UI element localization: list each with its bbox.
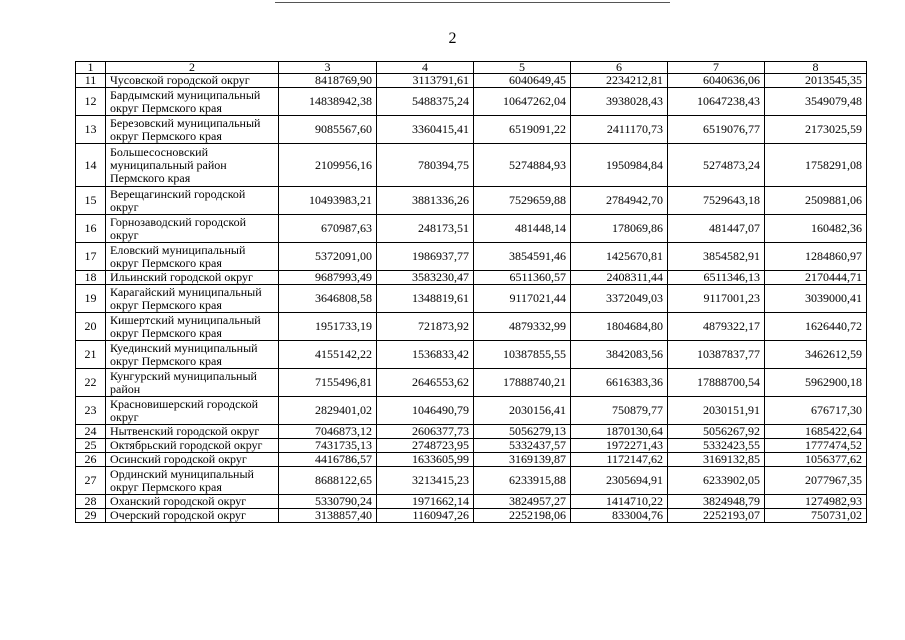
value-cell: 7529659,88 [474,187,571,215]
value-cell: 6233915,88 [474,467,571,495]
value-cell: 2252193,07 [668,509,765,523]
municipality-name-line: Кишертский муниципальный [110,312,261,327]
value-cell: 4416786,57 [279,453,377,467]
table-row [76,397,867,425]
municipality-name [106,215,279,243]
value-cell: 5056267,92 [668,425,765,439]
value-cell: 1536833,42 [377,341,474,369]
value-cell: 3881336,26 [377,187,474,215]
municipality-name-line: Еловский муниципальный [110,242,246,257]
row-number: 17 [76,243,106,271]
municipality-name [106,271,279,285]
value-cell: 1685422,64 [765,425,867,439]
data-table [75,61,867,523]
value-cell: 2606377,73 [377,425,474,439]
municipality-name [106,187,279,215]
municipality-name [106,439,279,453]
table-row [76,116,867,144]
municipality-name [106,495,279,509]
row-number: 20 [76,313,106,341]
municipality-name [106,509,279,523]
table-row [76,439,867,453]
municipality-name-line: округ Пермского края [110,100,222,115]
value-cell: 6511346,13 [668,271,765,285]
municipality-name-line: муниципальный район [110,157,227,172]
value-cell: 3138857,40 [279,509,377,523]
municipality-name-line: Верещагинский городской [110,186,246,201]
value-cell: 5488375,24 [377,88,474,116]
value-cell: 7155496,81 [279,369,377,397]
value-cell: 4155142,22 [279,341,377,369]
municipality-name-line: округ Пермского края [110,297,222,312]
value-cell: 1056377,62 [765,453,867,467]
column-header: 1 [76,62,106,74]
municipality-name-line: Ильинский городской округ [110,270,253,284]
municipality-name-line: Оханский городской округ [110,494,247,508]
value-cell: 160482,36 [765,215,867,243]
value-cell: 5330790,24 [279,495,377,509]
table-row [76,341,867,369]
municipality-name-line: Осинский городской округ [110,452,247,466]
value-cell: 3462612,59 [765,341,867,369]
municipality-name-line: Чусовской городской округ [110,73,250,87]
table-row [76,425,867,439]
municipality-name [106,341,279,369]
value-cell: 3938028,43 [571,88,668,116]
value-cell: 1804684,80 [571,313,668,341]
value-cell: 1986937,77 [377,243,474,271]
value-cell: 750879,77 [571,397,668,425]
municipality-name [106,285,279,313]
table-row [76,243,867,271]
top-rule [275,2,670,3]
value-cell: 248173,51 [377,215,474,243]
table-body [76,74,867,523]
value-cell: 17888700,54 [668,369,765,397]
column-header: 4 [377,62,474,74]
value-cell: 10387837,77 [668,341,765,369]
table-row [76,74,867,88]
value-cell: 9085567,60 [279,116,377,144]
column-header: 8 [765,62,867,74]
value-cell: 1758291,08 [765,144,867,187]
value-cell: 7529643,18 [668,187,765,215]
value-cell: 5274884,93 [474,144,571,187]
value-cell: 2170444,71 [765,271,867,285]
municipality-name-line: Карагайский муниципальный [110,284,262,299]
page-number: 2 [448,30,457,47]
value-cell: 3824948,79 [668,495,765,509]
value-cell: 3854591,46 [474,243,571,271]
value-cell: 178069,86 [571,215,668,243]
value-cell: 8688122,65 [279,467,377,495]
value-cell: 481447,07 [668,215,765,243]
municipality-name-line: округ Пермского края [110,255,222,270]
value-cell: 2646553,62 [377,369,474,397]
value-cell: 2030151,91 [668,397,765,425]
value-cell: 6040636,06 [668,74,765,88]
value-cell: 7046873,12 [279,425,377,439]
row-number: 13 [76,116,106,144]
value-cell: 1274982,93 [765,495,867,509]
column-header: 6 [571,62,668,74]
table-row [76,495,867,509]
value-cell: 2509881,06 [765,187,867,215]
municipality-name [106,425,279,439]
value-cell: 1160947,26 [377,509,474,523]
row-number: 14 [76,144,106,187]
municipality-name [106,88,279,116]
municipality-name-line: Ординский муниципальный [110,466,254,481]
value-cell: 481448,14 [474,215,571,243]
municipality-name-line: округ Пермского края [110,325,222,340]
municipality-name [106,116,279,144]
value-cell: 2252198,06 [474,509,571,523]
value-cell: 2408311,44 [571,271,668,285]
column-header: 7 [668,62,765,74]
municipality-name [106,243,279,271]
value-cell: 1951733,19 [279,313,377,341]
municipality-name-line: Куединский муниципальный [110,340,258,355]
value-cell: 1972271,43 [571,439,668,453]
value-cell: 1626440,72 [765,313,867,341]
municipality-name-line: округ Пермского края [110,479,222,494]
municipality-name [106,74,279,88]
value-cell: 4879332,99 [474,313,571,341]
municipality-name [106,467,279,495]
value-cell: 6040649,45 [474,74,571,88]
column-header: 3 [279,62,377,74]
municipality-name-line: округ Пермского края [110,128,222,143]
table-row [76,285,867,313]
row-number: 26 [76,453,106,467]
value-cell: 1777474,52 [765,439,867,453]
row-number: 19 [76,285,106,313]
value-cell: 3039000,41 [765,285,867,313]
column-header: 5 [474,62,571,74]
municipality-name-line: округ [110,409,139,424]
municipality-name-line: Очерский городской округ [110,508,246,522]
value-cell: 833004,76 [571,509,668,523]
value-cell: 7431735,13 [279,439,377,453]
value-cell: 2013545,35 [765,74,867,88]
value-cell: 6511360,57 [474,271,571,285]
value-cell: 3583230,47 [377,271,474,285]
value-cell: 1348819,61 [377,285,474,313]
value-cell: 750731,02 [765,509,867,523]
table-row [76,88,867,116]
value-cell: 5274873,24 [668,144,765,187]
value-cell: 670987,63 [279,215,377,243]
value-cell: 10647238,43 [668,88,765,116]
value-cell: 3842083,56 [571,341,668,369]
value-cell: 1950984,84 [571,144,668,187]
municipality-name-line: Кунгурский муниципальный [110,368,257,383]
value-cell: 2748723,95 [377,439,474,453]
table-row [76,271,867,285]
value-cell: 2411170,73 [571,116,668,144]
value-cell: 1046490,79 [377,397,474,425]
row-number: 21 [76,341,106,369]
row-number: 28 [76,495,106,509]
value-cell: 6519076,77 [668,116,765,144]
municipality-name-line: Горнозаводский городской [110,214,247,229]
table-row [76,467,867,495]
table-row [76,187,867,215]
value-cell: 3549079,48 [765,88,867,116]
municipality-name-line: Нытвенский городской округ [110,424,260,438]
value-cell: 9117001,23 [668,285,765,313]
value-cell: 10647262,04 [474,88,571,116]
value-cell: 5056279,13 [474,425,571,439]
municipality-name-line: Большесосновский [110,144,209,159]
row-number: 12 [76,88,106,116]
municipality-name-line: округ Пермского края [110,353,222,368]
value-cell: 2077967,35 [765,467,867,495]
value-cell: 17888740,21 [474,369,571,397]
row-number: 15 [76,187,106,215]
value-cell: 3824957,27 [474,495,571,509]
row-number: 25 [76,439,106,453]
value-cell: 10387855,55 [474,341,571,369]
municipality-name [106,369,279,397]
municipality-name [106,313,279,341]
municipality-name [106,397,279,425]
value-cell: 6233902,05 [668,467,765,495]
municipality-name-line: Бардымский муниципальный [110,87,261,102]
value-cell: 3372049,03 [571,285,668,313]
value-cell: 6616383,36 [571,369,668,397]
header-row [76,62,867,74]
row-number: 24 [76,425,106,439]
value-cell: 2234212,81 [571,74,668,88]
value-cell: 3646808,58 [279,285,377,313]
value-cell: 1284860,97 [765,243,867,271]
row-number: 23 [76,397,106,425]
row-number: 11 [76,74,106,88]
value-cell: 14838942,38 [279,88,377,116]
value-cell: 2784942,70 [571,187,668,215]
table-row [76,313,867,341]
municipality-name-line: Березовский муниципальный [110,115,261,130]
table-row [76,453,867,467]
value-cell: 2030156,41 [474,397,571,425]
table-row [76,369,867,397]
municipality-name-line: Пермского края [110,170,191,185]
value-cell: 8418769,90 [279,74,377,88]
value-cell: 2109956,16 [279,144,377,187]
table-row [76,215,867,243]
value-cell: 9687993,49 [279,271,377,285]
row-number: 22 [76,369,106,397]
value-cell: 4879322,17 [668,313,765,341]
municipality-name-line: Октябрьский городской округ [110,438,263,452]
value-cell: 3113791,61 [377,74,474,88]
value-cell: 2173025,59 [765,116,867,144]
table-row [76,509,867,523]
row-number: 18 [76,271,106,285]
value-cell: 9117021,44 [474,285,571,313]
value-cell: 1971662,14 [377,495,474,509]
row-number: 16 [76,215,106,243]
municipality-name-line: Красновишерский городской [110,396,259,411]
municipality-name-line: округ [110,227,139,242]
value-cell: 1414710,22 [571,495,668,509]
value-cell: 5332423,55 [668,439,765,453]
value-cell: 1172147,62 [571,453,668,467]
value-cell: 3213415,23 [377,467,474,495]
value-cell: 3854582,91 [668,243,765,271]
row-number: 27 [76,467,106,495]
value-cell: 5332437,57 [474,439,571,453]
value-cell: 780394,75 [377,144,474,187]
value-cell: 2829401,02 [279,397,377,425]
value-cell: 3360415,41 [377,116,474,144]
municipality-name [106,453,279,467]
municipality-name [106,144,279,187]
value-cell: 3169139,87 [474,453,571,467]
value-cell: 6519091,22 [474,116,571,144]
value-cell: 676717,30 [765,397,867,425]
value-cell: 10493983,21 [279,187,377,215]
column-header: 2 [106,62,279,74]
municipality-name-line: район [110,381,141,396]
municipality-name-line: округ [110,199,139,214]
value-cell: 721873,92 [377,313,474,341]
value-cell: 2305694,91 [571,467,668,495]
value-cell: 1633605,99 [377,453,474,467]
table-row [76,144,867,187]
value-cell: 3169132,85 [668,453,765,467]
value-cell: 1425670,81 [571,243,668,271]
value-cell: 1870130,64 [571,425,668,439]
row-number: 29 [76,509,106,523]
value-cell: 5372091,00 [279,243,377,271]
value-cell: 5962900,18 [765,369,867,397]
